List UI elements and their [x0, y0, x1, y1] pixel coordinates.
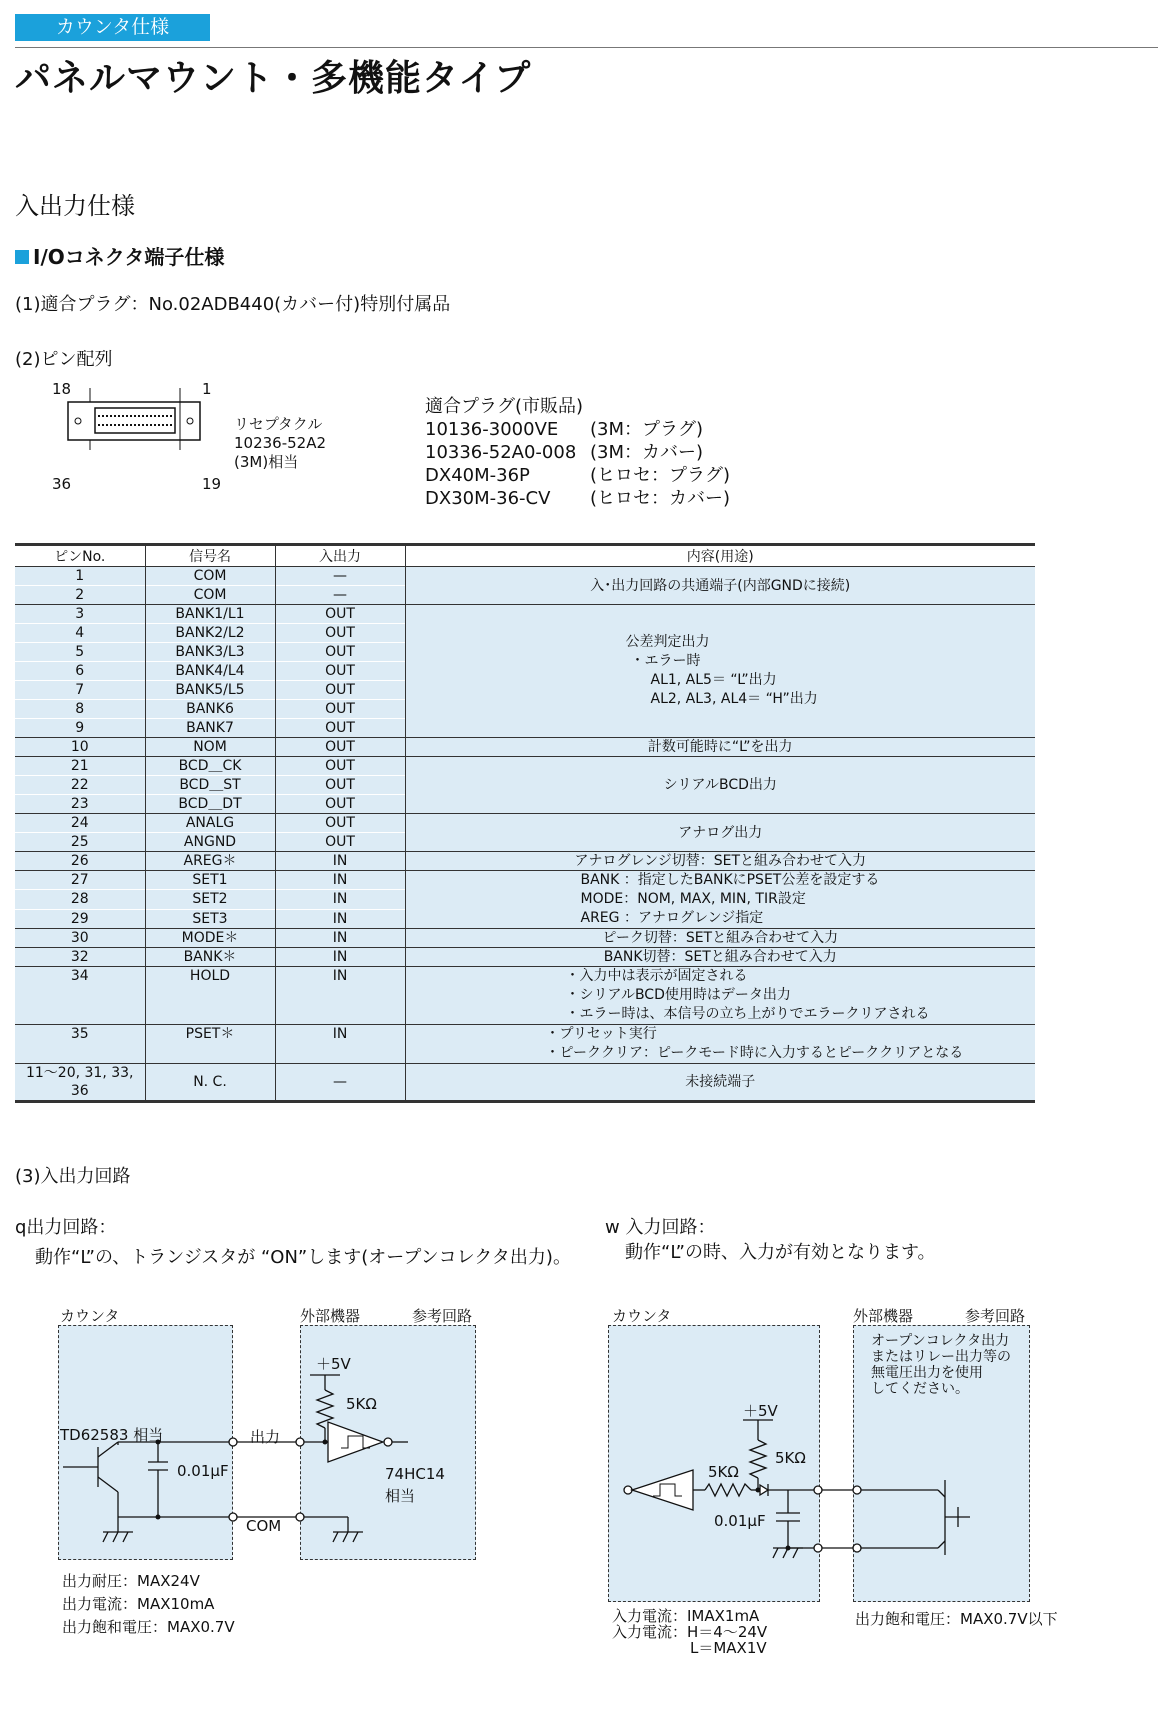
table-row: 34 HOLD IN ・入力中は表示が固定される ・シリアルBCD使用時はデータ出力 ・エラー時は、本信号の立ち上がりでエラークリアされる [15, 967, 1035, 1025]
vcc-label: ＋5V [743, 1402, 778, 1420]
table-row: 29 SET3 IN [15, 909, 1035, 928]
transistor-label: TD62583 相当 [60, 1426, 164, 1444]
pin-18-label: 18 [52, 380, 72, 398]
table-row: 5 BANK3/L3 OUT [15, 643, 1035, 662]
capacitor-label: 0.01μF [177, 1462, 229, 1480]
output-notes: 出力耐圧：MAX24V 出力電流：MAX10mA 出力飽和電圧：MAX0.7V [62, 1572, 235, 1636]
pin-title: (2)ピン配列 [15, 349, 113, 370]
table-row: 35 PSET＊ IN ・プリセット実行 ・ピーククリア：ピークモード時に入力するとピーククリアとなる [15, 1025, 1035, 1064]
resistor-label: 5KΩ [346, 1395, 377, 1413]
table-row: 26 AREG＊ IN アナログレンジ切替：SETと組み合わせて入力 [15, 852, 1035, 871]
receptacle-label: リセプタクル 10236-52A2 (3M)相当 [234, 415, 327, 471]
table-row: 22 BCD＿ST OUT [15, 776, 1035, 795]
table-row: 25 ANGND OUT [15, 833, 1035, 852]
table-row: 21 BCD＿CK OUT シリアルBCD出力 [15, 757, 1035, 776]
output-circuit-heading: q出力回路： [15, 1217, 117, 1238]
section-title: 入出力仕様 [15, 192, 135, 220]
section-subtitle: I/Oコネクタ端子仕様 [15, 241, 224, 270]
pin-19-label: 19 [202, 475, 222, 493]
reference-label: 参考回路 [412, 1307, 473, 1325]
table-row: 3 BANK1/L1 OUT 公差判定出力 ・エラー時 AL1, AL5＝ “L”出力 AL2, AL3, AL4＝ “H”出力 [15, 605, 1035, 624]
external-note: オープンコレクタ出力 またはリレー出力等の 無電圧出力を使用 してください。 [871, 1333, 1011, 1397]
table-row: 4 BANK2/L2 OUT [15, 624, 1035, 643]
table-row: 2 COM — [15, 586, 1035, 605]
external-label: 外部機器 [853, 1307, 914, 1325]
table-row: 24 ANALG OUT アナログ出力 [15, 814, 1035, 833]
table-row: 1 COM — 入･出力回路の共通端子(内部GNDに接続) [15, 567, 1035, 586]
external-label: 外部機器 [300, 1307, 361, 1325]
column-header: 信号名 [145, 545, 275, 567]
io-pin-table [15, 543, 1035, 1103]
counter-label: カウンタ [612, 1307, 672, 1325]
reference-label: 参考回路 [965, 1307, 1026, 1325]
output-terminal-label: 出力 [250, 1428, 281, 1446]
capacitor-label: 0.01μF [714, 1512, 766, 1530]
square-bullet-icon [15, 250, 29, 264]
table-row: 11〜20, 31, 33, 36 N. C. — 未接続端子 [15, 1064, 1035, 1102]
list-item: DX30M-36-CV (ヒロセ：カバー) [425, 488, 731, 509]
ic-label: 74HC14 [385, 1465, 445, 1483]
column-header: ピンNo. [15, 545, 145, 567]
table-row: 8 BANK6 OUT [15, 700, 1035, 719]
circuits-title: (3)入出力回路 [15, 1166, 131, 1187]
com-label: COM [246, 1517, 282, 1535]
table-row: 30 MODE＊ IN ピーク切替：SETと組み合わせて入力 [15, 929, 1035, 948]
resistor-label: 5KΩ [708, 1463, 739, 1481]
list-item: 10336-52A0-008 (3M：カバー) [425, 442, 704, 463]
table-row: 10 NOM OUT 計数可能時に“L”を出力 [15, 738, 1035, 757]
output-circuit-desc: 動作“L”の、トランジスタが “ON”します(オープンコレクタ出力)。 [35, 1247, 571, 1268]
ic-equiv-label: 相当 [385, 1487, 416, 1505]
table-row: 32 BANK＊ IN BANK切替：SETと組み合わせて入力 [15, 948, 1035, 967]
market-plug-list [425, 395, 730, 510]
table-row: 7 BANK5/L5 OUT [15, 681, 1035, 700]
column-header: 内容(用途) [405, 545, 1035, 567]
input-notes: 入力電流：IMAX1mA 入力電流：H＝4〜24V L＝MAX1V [612, 1607, 768, 1657]
resistor-label: 5KΩ [775, 1449, 806, 1467]
market-plug-title: 適合プラグ(市販品) [425, 396, 584, 417]
input-circuit-heading: w 入力回路： [605, 1217, 716, 1238]
list-item: DX40M-36P (ヒロセ：プラグ) [425, 465, 731, 486]
pin-36-label: 36 [52, 475, 72, 493]
page-title: パネルマウント・多機能タイプ [15, 58, 532, 99]
list-item: 10136-3000VE (3M：プラグ) [425, 419, 704, 440]
counter-label: カウンタ [60, 1307, 120, 1325]
table-row: 27 SET1 IN BANK ：指定したBANKにPSET公差を設定する MODE：NOM, MAX, MIN, TIR設定 AREG ：アナログレンジ指定 [15, 871, 1035, 890]
plug-spec: (1)適合プラグ：No.02ADB440(カバー付)特別付属品 [15, 294, 451, 315]
connector-drawing [50, 380, 220, 480]
header-rule [15, 47, 1158, 48]
input-circuit-desc: 動作“L”の時、入力が有効となります。 [625, 1242, 936, 1263]
column-header: 入出力 [275, 545, 405, 567]
table-row: 9 BANK7 OUT [15, 719, 1035, 738]
vcc-label: ＋5V [316, 1355, 351, 1373]
table-row: 6 BANK4/L4 OUT [15, 662, 1035, 681]
pin-1-label: 1 [202, 380, 212, 398]
table-row: 23 BCD＿DT OUT [15, 795, 1035, 814]
category-tag: カウンタ仕様 [15, 14, 210, 41]
table-row: 28 SET2 IN [15, 890, 1035, 909]
input-saturation-note: 出力飽和電圧：MAX0.7V以下 [855, 1610, 1058, 1628]
